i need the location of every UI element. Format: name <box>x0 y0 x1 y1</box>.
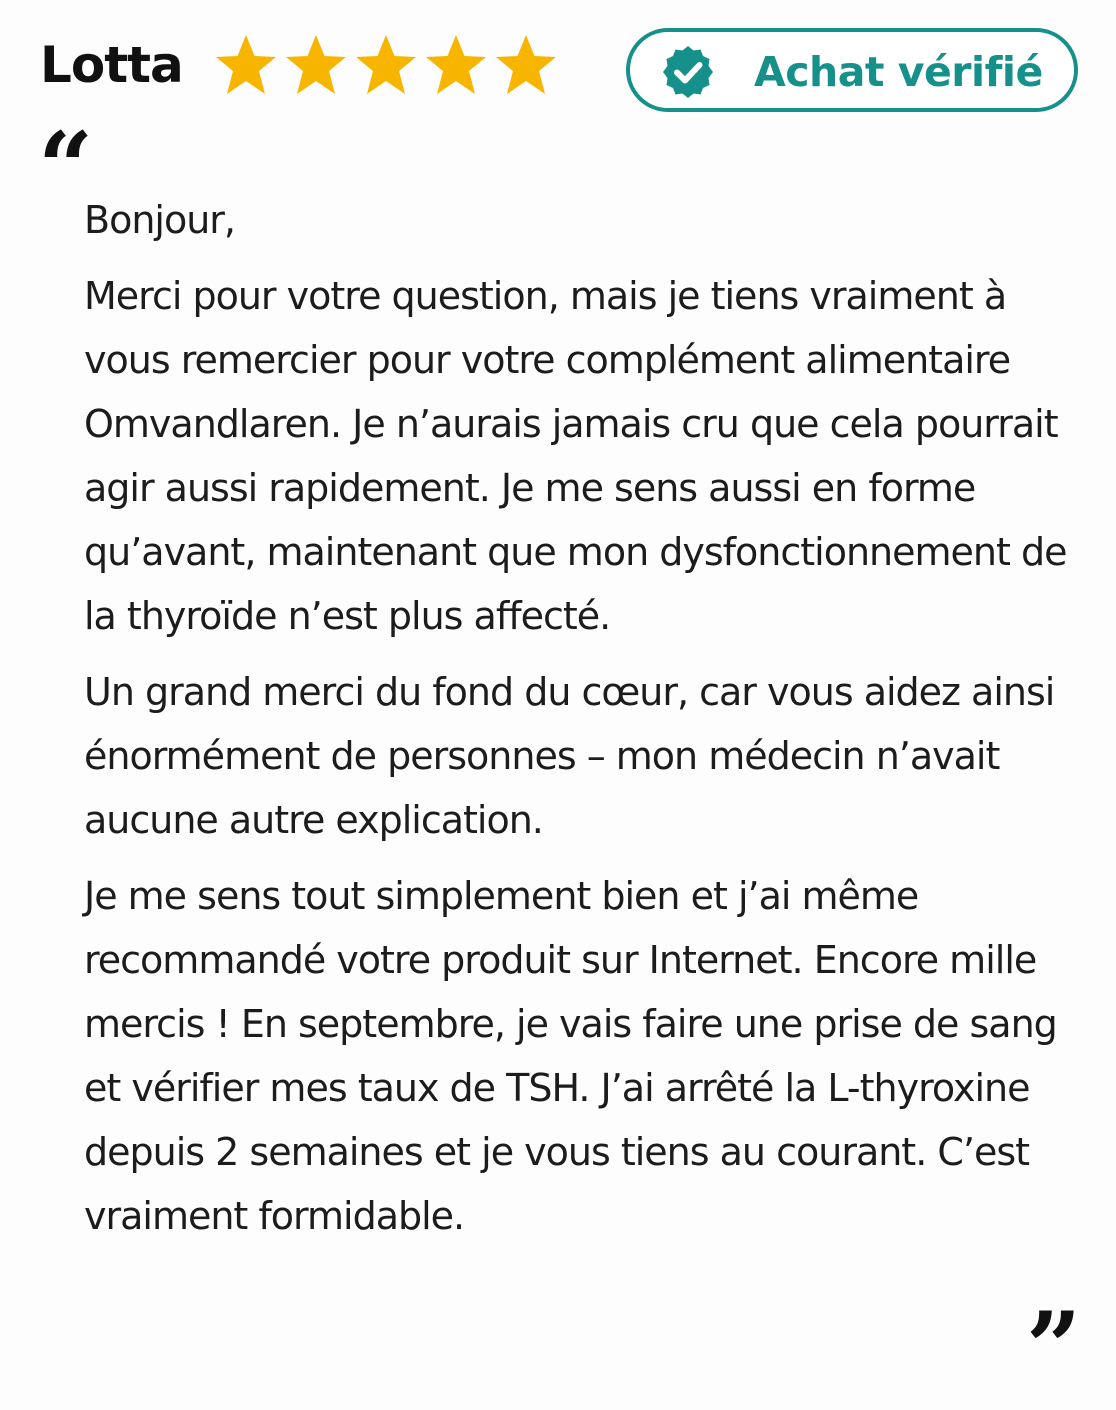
review-body <box>84 188 1074 1248</box>
reviewer-name: Lotta <box>40 36 183 94</box>
verified-check-icon <box>660 44 716 100</box>
star-icon <box>354 30 418 100</box>
verified-purchase-badge <box>626 28 1078 112</box>
star-rating <box>214 30 558 100</box>
open-quote-mark: “ <box>38 111 94 224</box>
star-icon <box>494 30 558 100</box>
review-header <box>40 28 1086 120</box>
close-quote-mark: ” <box>1026 1291 1082 1404</box>
review-paragraph: Un grand merci du fond du cœur, car vous aidez ainsi énormément de personnes – mon médecin n’avait aucune autre explication. <box>84 670 1055 842</box>
review-paragraph: Merci pour votre question, mais je tiens vraiment à vous remercier pour votre complément alimentaire Omvandlaren. Je n’aurais jamais cru que cela pourrait agir aussi rapidement. Je me sens aussi en forme qu’avant, maintenant que mon dysfonctionnement de la thyroïde n’est plus affecté. <box>84 274 1067 638</box>
review-greeting: Bonjour, <box>84 198 235 242</box>
star-icon <box>214 30 278 100</box>
star-icon <box>284 30 348 100</box>
review-paragraph: Je me sens tout simplement bien et j’ai même recommandé votre produit sur Internet. Encore mille mercis ! En septembre, je vais faire une prise de sang et vérifier mes taux de TSH. J’ai arrêté la L-thyroxine depuis 2 semaines et je vous tiens au courant. C’est vraiment formidable. <box>84 874 1057 1238</box>
star-icon <box>424 30 488 100</box>
verified-purchase-label: Achat vérifié <box>754 48 1043 96</box>
